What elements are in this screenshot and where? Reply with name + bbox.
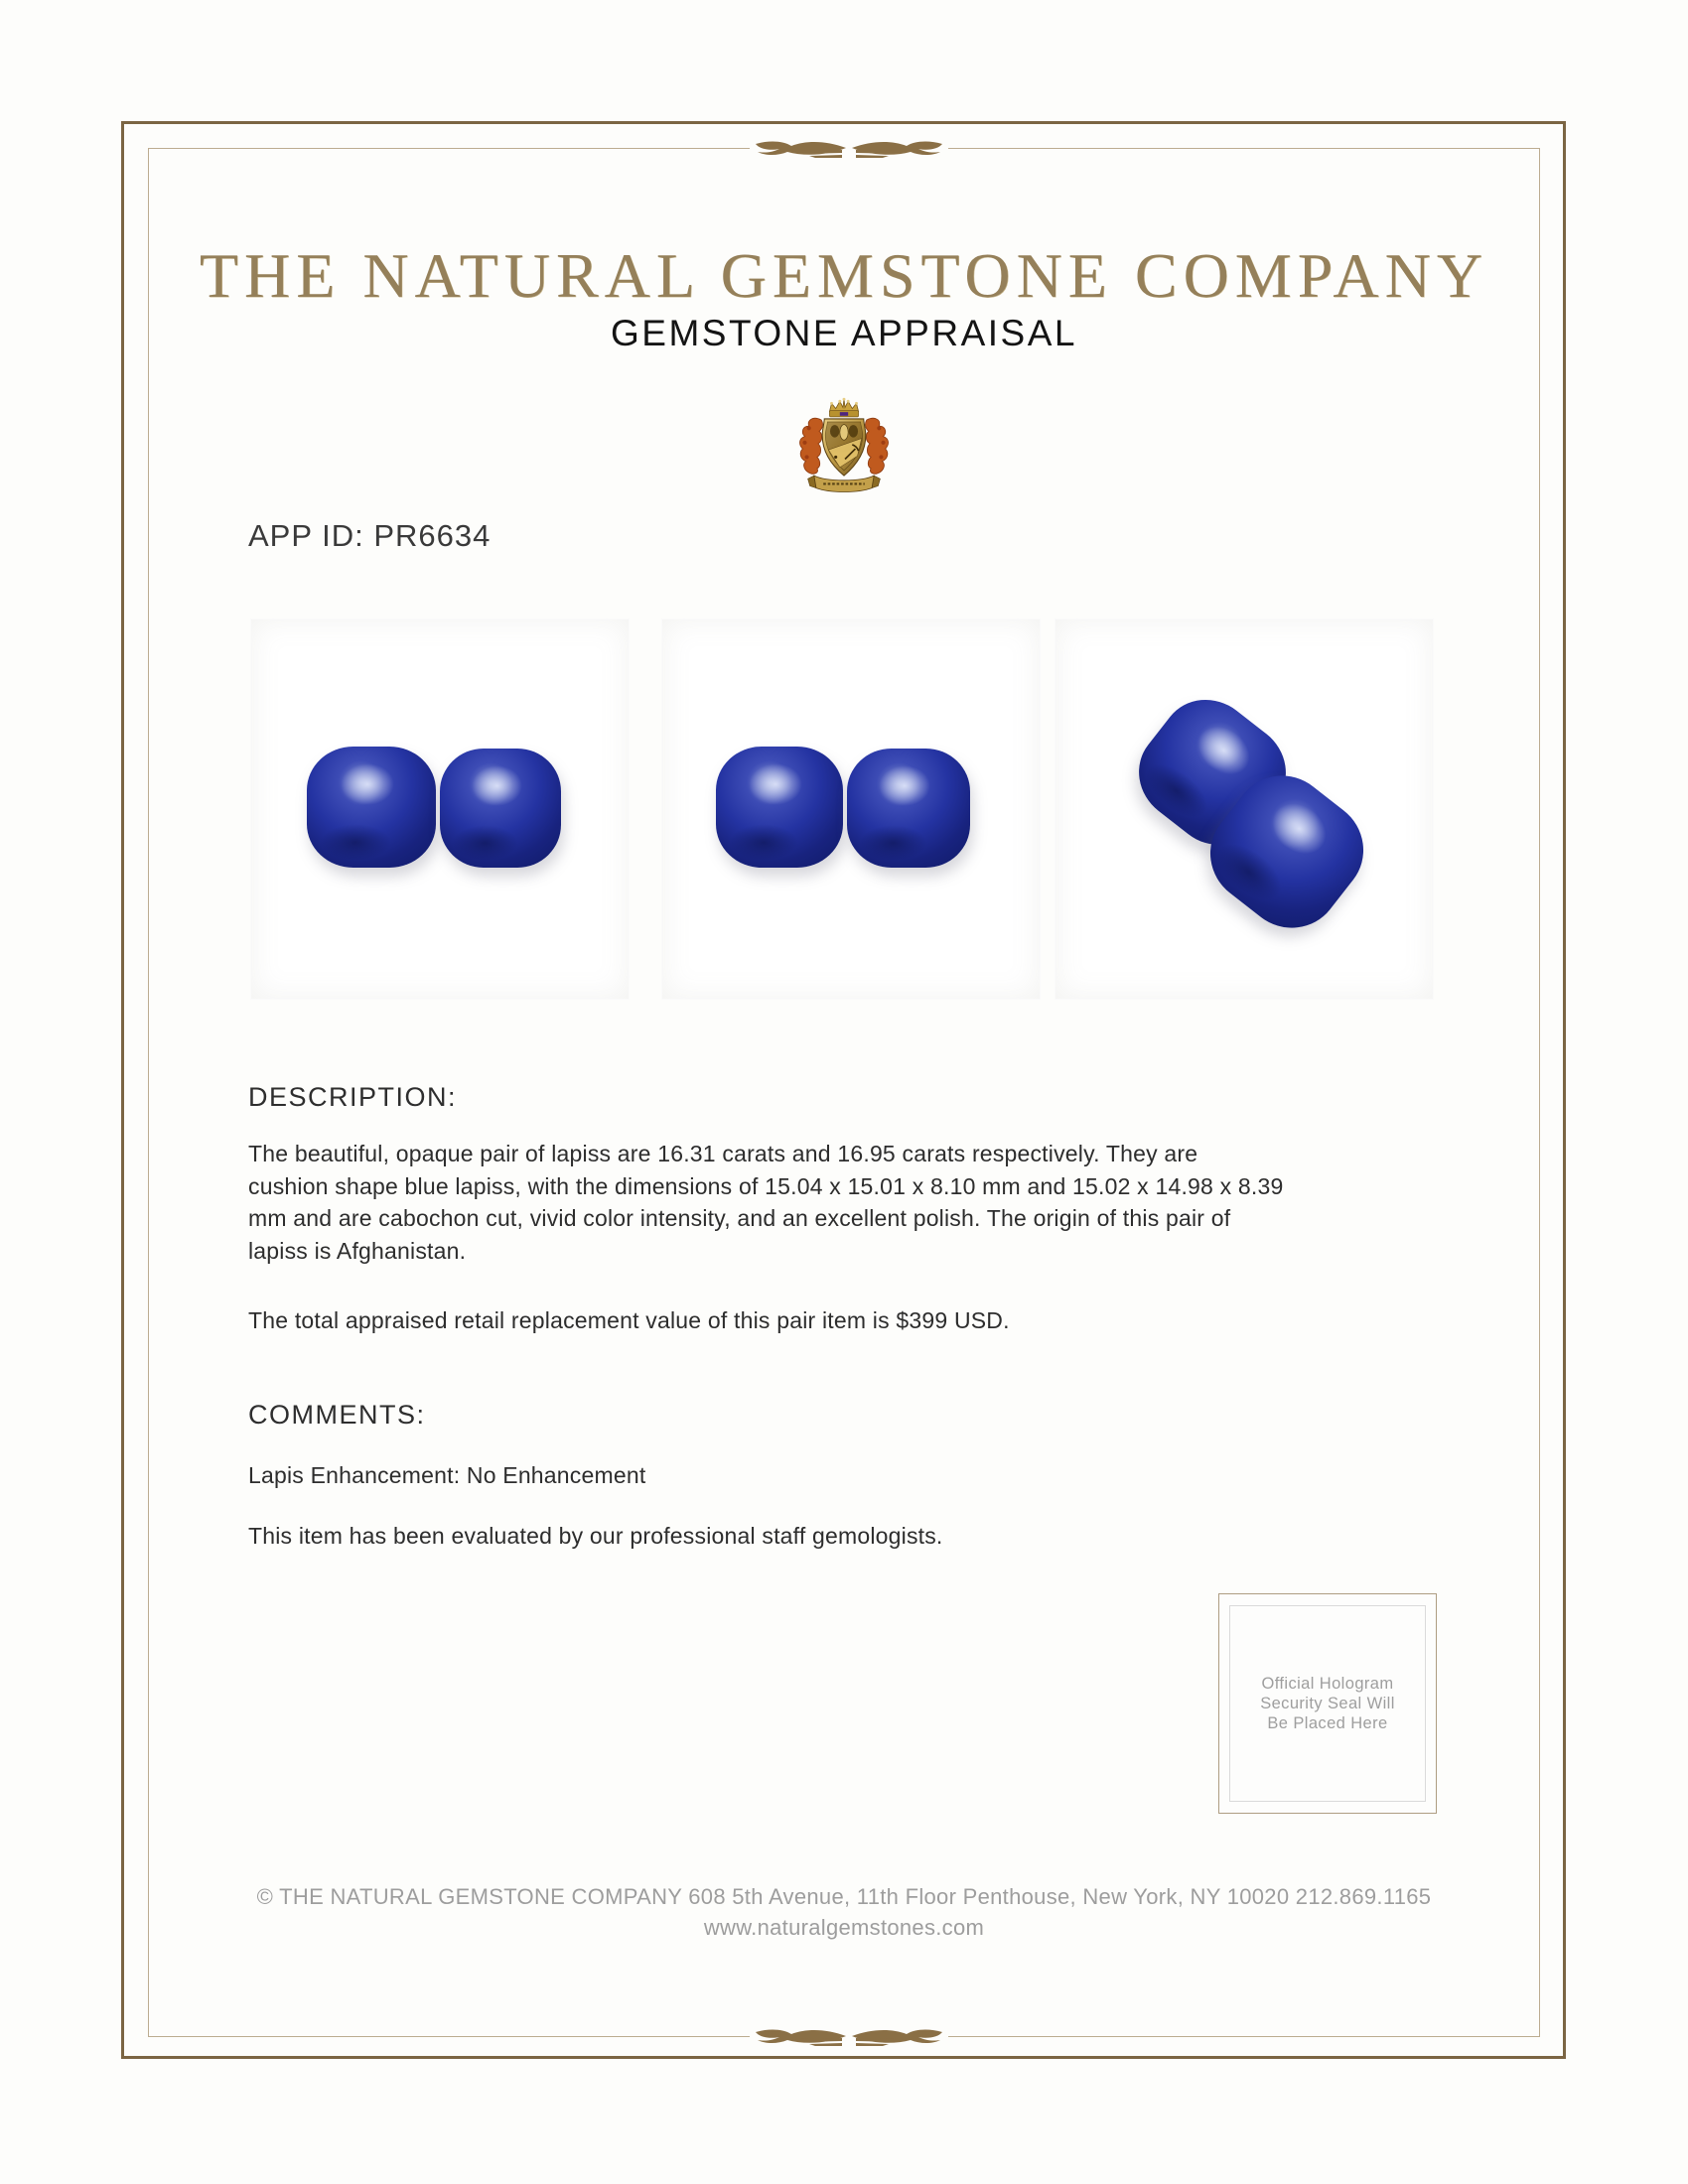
enhancement-note: Lapis Enhancement: No Enhancement [248, 1462, 646, 1488]
footer-address-line: © THE NATURAL GEMSTONE COMPANY 608 5th Avenue, 11th Floor Penthouse, New York, NY 10020 212.869.1165 [256, 1884, 1432, 1909]
gem-photo-3 [1055, 618, 1434, 1000]
top-flourish-ornament [750, 136, 948, 162]
hologram-text-line: Be Placed Here [1267, 1714, 1388, 1732]
evaluation-note: This item has been evaluated by our professional staff gemologists. [248, 1523, 943, 1549]
description-line: mm and are cabochon cut, vivid color intensity, and an excellent polish. The origin of this pair of [248, 1205, 1231, 1231]
footer-website: www.naturalgemstones.com [703, 1915, 985, 1940]
document-type-subtitle: GEMSTONE APPRAISAL [611, 313, 1077, 353]
app-id-label: APP ID: [248, 518, 364, 553]
company-crest-icon [792, 397, 896, 496]
hologram-text-line: Official Hologram [1261, 1675, 1394, 1693]
app-id-value: PR6634 [373, 518, 492, 553]
hologram-seal-inner-box [1229, 1605, 1426, 1802]
hologram-seal-placeholder [1218, 1593, 1437, 1814]
company-name-title: THE NATURAL GEMSTONE COMPANY [199, 240, 1489, 311]
gemstone [307, 747, 436, 868]
description-line: The beautiful, opaque pair of lapiss are 16.31 carats and 16.95 carats respectively. They are [248, 1141, 1198, 1166]
app-id [248, 520, 491, 551]
description-paragraph [248, 1138, 1283, 1267]
gem-photo-1 [250, 618, 630, 1000]
gemstone [440, 749, 561, 868]
description-heading: DESCRIPTION: [248, 1082, 458, 1112]
bottom-flourish-ornament [750, 2024, 948, 2050]
appraised-value-statement: The total appraised retail replacement value of this pair item is $399 USD. [248, 1307, 1010, 1333]
gem-photo-2 [661, 618, 1041, 1000]
description-line: lapiss is Afghanistan. [248, 1237, 467, 1264]
hologram-text-line: Security Seal Will [1260, 1695, 1395, 1712]
comments-heading: COMMENTS: [248, 1400, 426, 1430]
description-line: cushion shape blue lapiss, with the dimensions of 15.04 x 15.01 x 8.10 mm and 15.02 x 14.98 x 8.39 [248, 1172, 1284, 1199]
gemstone [716, 747, 843, 868]
gemstone [847, 749, 970, 868]
